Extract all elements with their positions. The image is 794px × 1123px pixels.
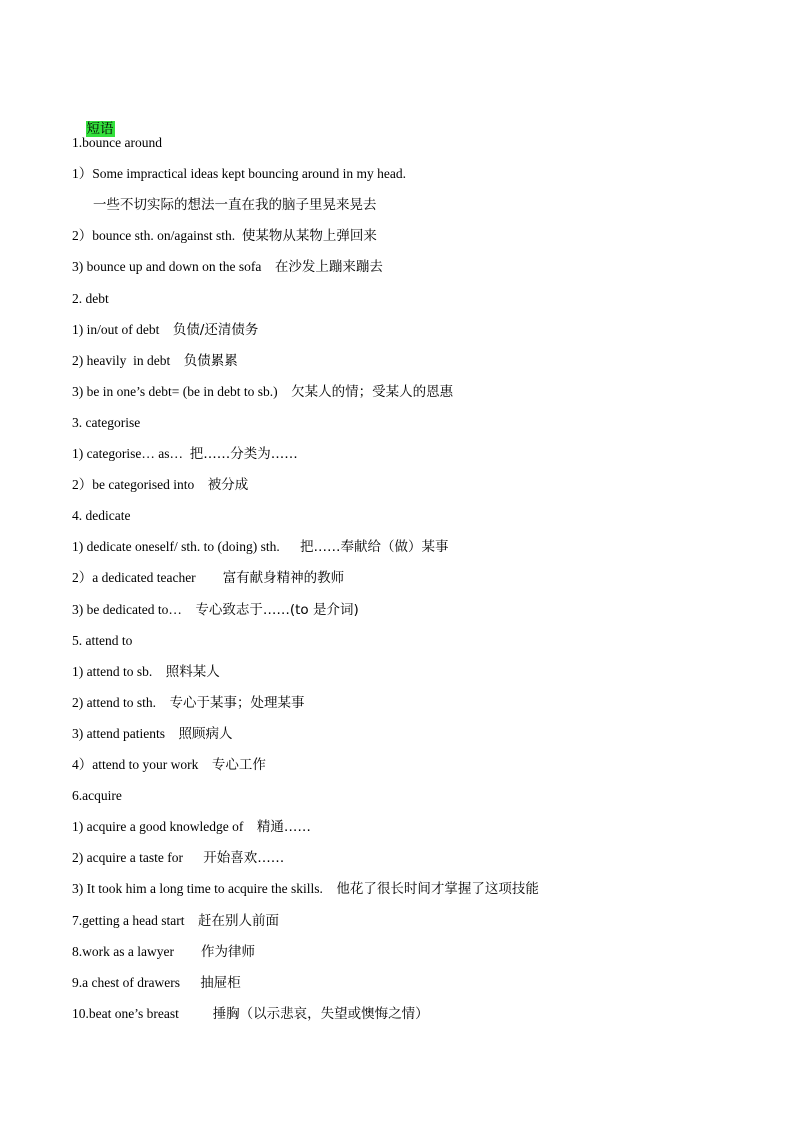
phrase-chinese: 在沙发上蹦来蹦去 — [274, 259, 383, 276]
phrase-line — [72, 227, 377, 245]
phrase-line — [72, 601, 359, 619]
phrase-line — [72, 943, 255, 961]
phrase-line — [72, 912, 279, 930]
phrase-line — [72, 258, 383, 276]
phrase-line — [72, 538, 448, 556]
phrase-line — [72, 321, 258, 339]
phrase-line — [72, 849, 284, 867]
phrase-line — [72, 134, 162, 152]
phrase-english: 1) categorise… as… — [72, 446, 190, 461]
phrase-english: 3) attend patients — [72, 725, 179, 741]
phrase-line — [72, 725, 232, 743]
phrase-english: 2）be categorised into — [72, 477, 208, 493]
phrase-chinese: 捶胸（以示悲哀，失望或懊悔之情） — [212, 1005, 429, 1022]
phrase-english: 3. categorise — [72, 414, 141, 430]
phrase-line — [72, 787, 122, 805]
phrase-chinese: 赶在别人前面 — [197, 912, 279, 929]
phrase-chinese: 富有献身精神的教师 — [222, 570, 345, 587]
phrase-english: 7.getting a head start — [72, 912, 198, 928]
phrase-english: 1.bounce around — [72, 135, 162, 150]
phrase-line — [72, 165, 406, 183]
phrase-english: 2）bounce sth. on/against sth. — [72, 228, 242, 244]
phrase-chinese: 专心工作 — [211, 757, 266, 773]
phrase-chinese: 照料某人 — [165, 663, 220, 680]
phrase-line — [72, 632, 132, 650]
phrase-chinese: 一些不切实际的想法一直在我的脑子里晃来晃去 — [93, 197, 377, 214]
phrase-english: 2) acquire a taste for — [72, 850, 204, 866]
phrase-english: 1）Some impractical ideas kept bouncing around in my head. — [72, 166, 407, 182]
phrase-line — [72, 756, 266, 774]
phrase-english: 2）a dedicated teacher — [72, 570, 223, 586]
phrase-chinese: 精通…… — [256, 819, 311, 836]
phrase-line — [72, 880, 539, 898]
phrase-english: 10.beat one’s breast — [72, 1005, 213, 1021]
phrase-chinese: 专心于某事；处理某事 — [169, 694, 305, 711]
phrase-chinese: 他花了很长时间才掌握了这项技能 — [336, 881, 539, 898]
phrase-chinese: 专心致志于……(to 是介词) — [195, 601, 359, 618]
phrase-chinese: 抽屉柜 — [200, 974, 241, 991]
phrase-chinese: 使某物从某物上弹回来 — [241, 228, 377, 245]
phrase-line — [72, 290, 109, 308]
phrase-english: 2) attend to sth. — [72, 694, 170, 710]
phrase-english: 1) attend to sb. — [72, 663, 166, 679]
phrase-english: 1) in/out of debt — [72, 321, 173, 337]
phrase-line — [72, 818, 311, 836]
phrase-line — [72, 445, 298, 463]
phrase-chinese: 作为律师 — [200, 943, 255, 960]
phrase-english: 6.acquire — [72, 788, 122, 804]
phrase-english: 1) dedicate oneself/ sth. to (doing) sth. — [72, 539, 300, 555]
phrase-english: 4）attend to your work — [72, 757, 212, 772]
phrase-english: 2. debt — [72, 290, 109, 306]
phrase-chinese: 把……奉献给（做）某事 — [299, 539, 449, 556]
phrase-chinese: 负债/还清债务 — [172, 321, 259, 338]
phrase-chinese: 欠某人的情；受某人的恩惠 — [291, 383, 454, 400]
phrase-english: 3) be dedicated to… — [72, 601, 196, 617]
phrase-english: 3) It took him a long time to acquire the skills. — [72, 881, 337, 897]
phrase-line — [72, 694, 305, 712]
phrase-chinese: 把……分类为…… — [189, 446, 298, 462]
phrase-english: 1) acquire a good knowledge of — [72, 819, 257, 835]
phrase-line — [72, 1005, 429, 1023]
phrase-line — [72, 663, 220, 681]
phrase-english: 4. dedicate — [72, 508, 131, 524]
phrase-line — [72, 507, 130, 525]
phrase-chinese: 负债累累 — [183, 352, 238, 369]
phrase-chinese: 开始喜欢…… — [203, 850, 285, 867]
heading-text: 短语 — [86, 121, 114, 137]
phrase-line — [72, 414, 140, 432]
phrase-english: 9.a chest of drawers — [72, 974, 201, 990]
phrase-english: 8.work as a lawyer — [72, 943, 201, 959]
phrase-english: 5. attend to — [72, 632, 133, 648]
phrase-line — [93, 196, 377, 214]
phrase-english: 3) be in one’s debt= (be in debt to sb.) — [72, 383, 292, 399]
phrase-english: 2) heavily in debt — [72, 352, 184, 368]
phrase-line — [72, 974, 241, 992]
phrase-line — [72, 569, 344, 587]
phrase-english: 3) bounce up and down on the sofa — [72, 259, 275, 275]
phrase-line — [72, 383, 453, 401]
phrase-line — [72, 476, 248, 494]
phrase-chinese: 照顾病人 — [178, 725, 233, 742]
phrase-chinese: 被分成 — [207, 477, 249, 494]
phrase-line — [72, 352, 238, 370]
